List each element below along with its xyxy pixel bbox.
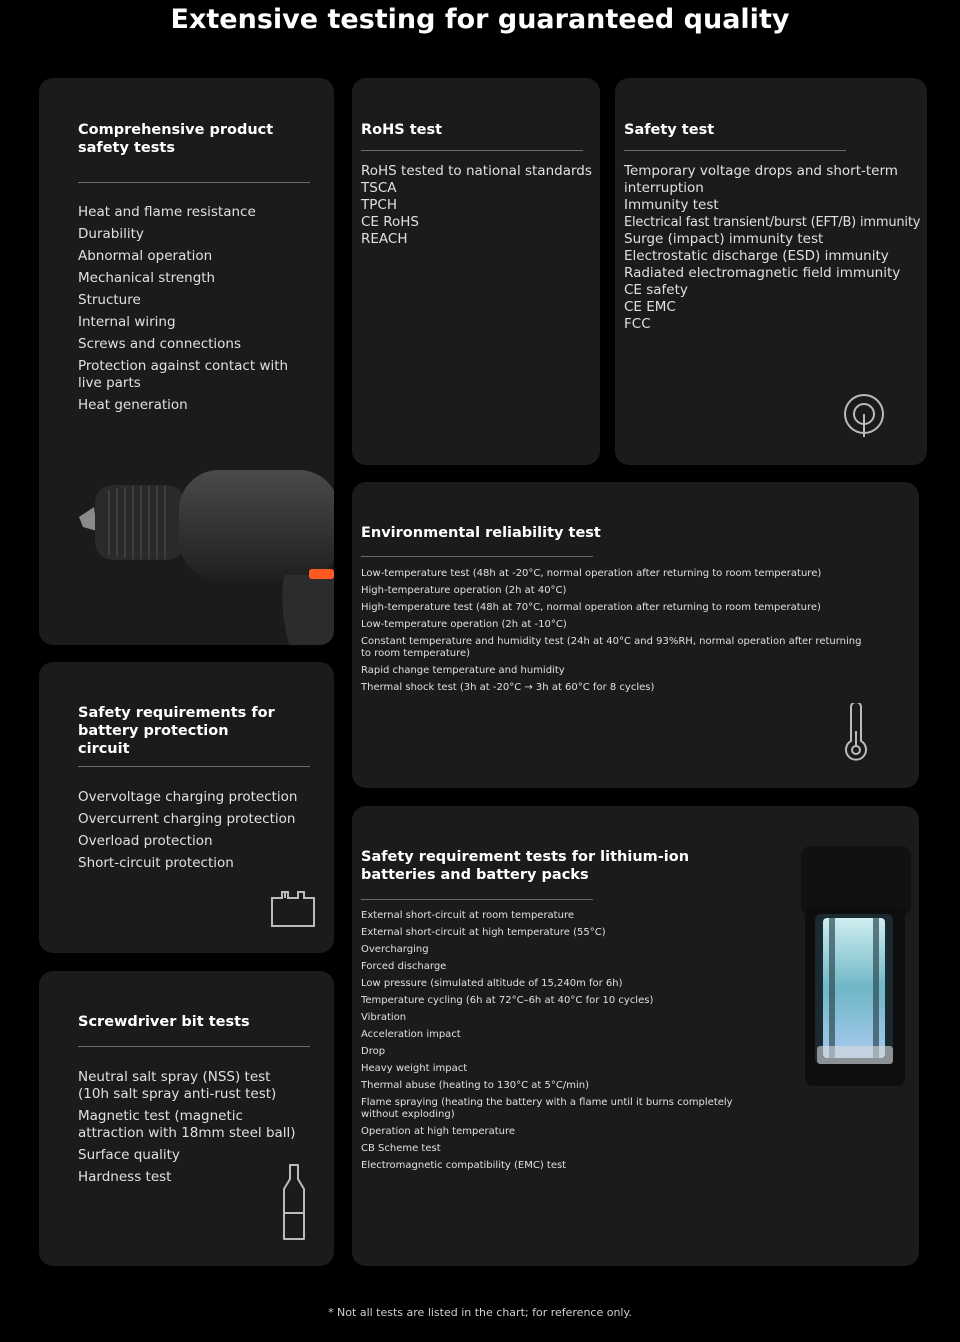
test-list [78, 204, 308, 419]
list-item: High-temperature test (48h at 70°C, normal operation after returning to room temperature) [361, 602, 821, 613]
list-item: Vibration [361, 1012, 407, 1023]
card-title: Safety test [624, 122, 715, 138]
list-item: High-temperature operation (2h at 40°C) [361, 585, 567, 596]
card-environmental [352, 482, 919, 788]
card-title: Safety requirement tests for lithium-ion batteries and battery packs [361, 849, 690, 883]
list-item: REACH [361, 231, 408, 247]
card-title: RoHS test [361, 122, 443, 138]
test-list [361, 163, 593, 248]
list-item: CE safety [624, 282, 688, 298]
list-item: Heavy weight impact [361, 1063, 468, 1074]
card-battery-circuit [39, 662, 334, 953]
card-title: Environmental reliability test [361, 525, 601, 541]
page-title: Extensive testing for guaranteed quality [170, 4, 790, 35]
battery-pack-image [795, 846, 915, 1086]
divider [361, 899, 593, 900]
list-item: Forced discharge [361, 961, 447, 972]
test-list [361, 568, 871, 699]
battery-icon [270, 888, 316, 928]
list-item: Thermal shock test (3h at -20°C → 3h at 60°C for 8 cycles) [361, 682, 655, 693]
list-item: Heat and flame resistance [78, 204, 256, 220]
list-item: Low pressure (simulated altitude of 15,240m for 6h) [361, 978, 623, 989]
list-item: External short-circuit at room temperature [361, 910, 574, 921]
list-item: Temperature cycling (6h at 72°C–6h at 40°C for 10 cycles) [361, 995, 654, 1006]
list-item: TSCA [361, 180, 397, 196]
divider [78, 182, 310, 183]
list-item: Flame spraying (heating the battery with a flame until it burns completely without exploding) [361, 1097, 733, 1120]
test-list [361, 910, 751, 1177]
list-item: Neutral salt spray (NSS) test (10h salt spray anti-rust test) [78, 1069, 277, 1102]
test-list [78, 789, 318, 877]
list-item: Overload protection [78, 833, 213, 849]
screwdriver-bit-icon [279, 1163, 309, 1241]
card-screwdriver [39, 971, 334, 1266]
list-item: Temporary voltage drops and short-term interruption [624, 163, 898, 196]
divider [361, 556, 593, 557]
card-comprehensive [39, 78, 334, 645]
signal-icon [842, 394, 886, 438]
list-item: Abnormal operation [78, 248, 213, 264]
list-item: Electrostatic discharge (ESD) immunity [624, 248, 889, 264]
list-item: Structure [78, 292, 141, 308]
card-lithium [352, 806, 919, 1266]
list-item: Constant temperature and humidity test (24h at 40°C and 93%RH, normal operation after returning to room temperature) [361, 636, 862, 659]
card-title: Safety requirements for battery protection circuit [78, 705, 275, 757]
list-item: Immunity test [624, 197, 719, 213]
footnote: * Not all tests are listed in the chart; for reference only. [328, 1306, 632, 1319]
list-item: Drop [361, 1046, 386, 1057]
list-item: Mechanical strength [78, 270, 216, 286]
list-item: CE EMC [624, 299, 676, 315]
list-item: Magnetic test (magnetic attraction with 18mm steel ball) [78, 1108, 296, 1141]
list-item: Low-temperature operation (2h at -10°C) [361, 619, 567, 630]
card-title: Screwdriver bit tests [78, 1014, 250, 1030]
divider [624, 150, 846, 151]
list-item: TPCH [361, 197, 397, 213]
list-item: Acceleration impact [361, 1029, 461, 1040]
list-item: Surge (impact) immunity test [624, 231, 824, 247]
list-item: Thermal abuse (heating to 130°C at 5°C/min) [361, 1080, 589, 1091]
list-item: Operation at high temperature [361, 1126, 516, 1137]
list-item: Protection against contact with live parts [78, 358, 289, 391]
list-item: Screws and connections [78, 336, 242, 352]
list-item: Overvoltage charging protection [78, 789, 298, 805]
divider [78, 1046, 310, 1047]
list-item: Rapid change temperature and humidity [361, 665, 565, 676]
list-item: CB Scheme test [361, 1143, 441, 1154]
card-rohs [352, 78, 600, 465]
card-title: Comprehensive product safety tests [78, 122, 274, 156]
list-item: Radiated electromagnetic field immunity [624, 265, 901, 281]
list-item: Heat generation [78, 397, 188, 413]
list-item: Hardness test [78, 1169, 172, 1185]
thermometer-icon [841, 703, 871, 763]
list-item: Overcharging [361, 944, 429, 955]
list-item: CE RoHS [361, 214, 420, 230]
list-item: Short-circuit protection [78, 855, 234, 871]
card-safety [615, 78, 927, 465]
list-item: Low-temperature test (48h at -20°C, normal operation after returning to room temperature) [361, 568, 822, 579]
list-item: FCC [624, 316, 651, 332]
test-list [78, 1069, 303, 1191]
list-item: Durability [78, 226, 144, 242]
list-item: RoHS tested to national standards [361, 163, 592, 179]
divider [361, 150, 583, 151]
drill-image [39, 445, 334, 645]
divider [78, 766, 310, 767]
test-list [624, 163, 924, 333]
list-item: Electromagnetic compatibility (EMC) test [361, 1160, 567, 1171]
list-item: Surface quality [78, 1147, 180, 1163]
list-item: Internal wiring [78, 314, 176, 330]
list-item: Electrical fast transient/burst (EFT/B) immunity [624, 215, 921, 230]
list-item: External short-circuit at high temperature (55°C) [361, 927, 606, 938]
list-item: Overcurrent charging protection [78, 811, 296, 827]
